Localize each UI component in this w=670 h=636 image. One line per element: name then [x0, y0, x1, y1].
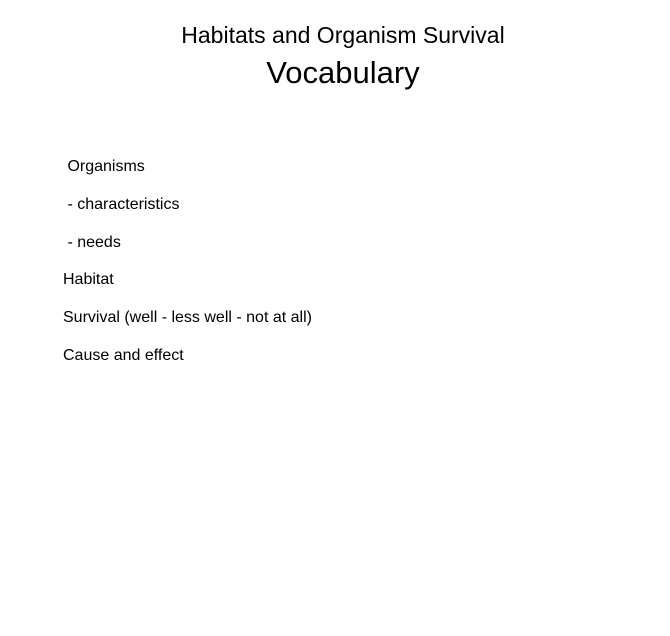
- vocab-item-cause-and-effect: Cause and effect: [63, 346, 184, 364]
- vocab-item-organisms: Organisms: [63, 158, 145, 175]
- vocabulary-list: [63, 157, 312, 384]
- document-title: Vocabulary: [266, 55, 420, 90]
- vocab-item-needs: - needs: [63, 233, 121, 251]
- document-subtitle: Habitats and Organism Survival: [181, 22, 505, 48]
- vocab-item-habitat: Habitat: [63, 271, 114, 289]
- vocab-item-characteristics: - characteristics: [63, 195, 180, 213]
- vocab-item-survival: Survival (well - less well - not at all): [63, 309, 312, 327]
